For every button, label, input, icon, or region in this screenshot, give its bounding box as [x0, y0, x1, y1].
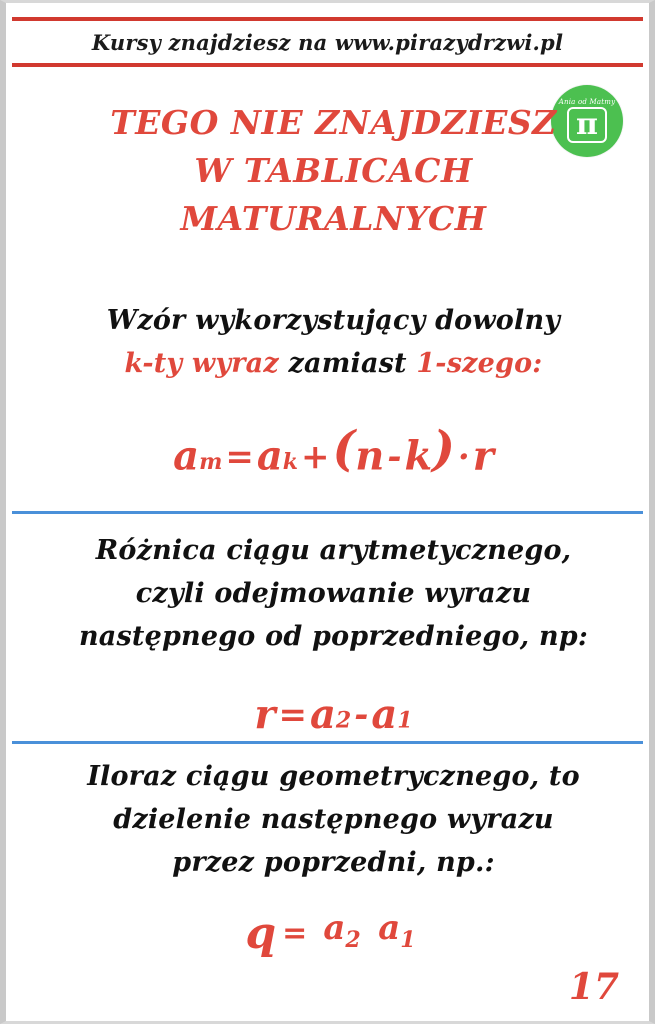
- formula3-equals: =: [282, 916, 308, 951]
- divider-1: [12, 511, 643, 514]
- formula3-fraction: [317, 909, 421, 959]
- header-banner: [12, 17, 643, 67]
- formula1-k: k: [404, 432, 433, 480]
- formula2-equals: =: [278, 695, 307, 735]
- formula1-a2: a: [256, 432, 283, 480]
- pi-icon: π: [567, 107, 607, 143]
- formula2-minus: -: [354, 695, 369, 735]
- slide-content: [6, 3, 649, 1021]
- section-1-line-1: Wzór wykorzystujący dowolny: [106, 305, 561, 336]
- formula1-equals: =: [225, 436, 254, 477]
- formula1-r: r: [472, 432, 494, 480]
- page-title: [6, 99, 655, 243]
- banner-text: Kursy znajdziesz na www.pirazydrzwi.pl: [91, 29, 564, 55]
- title-line-2: W TABLICACH: [194, 151, 473, 190]
- formula3-den-sub: 1: [400, 926, 416, 953]
- formula1-n: n: [355, 432, 385, 480]
- formula1-sub-k: k: [282, 449, 299, 475]
- formula2-r: r: [254, 691, 276, 738]
- section-3-line-3: przez poprzedni, np.:: [172, 847, 495, 878]
- formula-common-ratio: [6, 908, 655, 959]
- section-3-line-1: Iloraz ciągu geometrycznego, to: [87, 761, 580, 792]
- formula3-den-a: a: [378, 907, 401, 948]
- section-2-line-3: następnego od poprzedniego, np:: [78, 621, 589, 652]
- formula2-a1: a: [371, 691, 398, 738]
- formula1-plus: +: [301, 436, 330, 477]
- formula2-a2: a: [309, 691, 336, 738]
- section-1-mid: zamiast: [278, 348, 417, 379]
- formula1-a: a: [173, 432, 200, 480]
- section-2-line-2: czyli odejmowanie wyrazu: [135, 578, 532, 609]
- formula2-sub-1: 1: [397, 707, 413, 734]
- formula3-num-sub: 2: [345, 926, 361, 953]
- section-1-line-2: [6, 342, 655, 385]
- title-line-3: MATURALNYCH: [180, 199, 487, 238]
- title-line-1: TEGO NIE ZNAJDZIESZ: [110, 103, 557, 142]
- section-3-line-2: dzielenie następnego wyrazu: [113, 804, 554, 835]
- logo-top-text: Ania od Matmy: [558, 98, 616, 106]
- formula1-close-paren: ): [432, 421, 455, 477]
- section-1-text: [6, 299, 655, 385]
- section-1-highlight-k: k-ty wyraz: [124, 348, 279, 379]
- formula-common-difference: [6, 691, 655, 739]
- formula3-denominator: [372, 907, 421, 953]
- formula3-numerator: [317, 907, 366, 953]
- formula1-open-paren: (: [332, 421, 356, 477]
- section-1-highlight-1: 1-szego:: [416, 348, 543, 379]
- formula1-sub-m: m: [199, 449, 223, 475]
- section-2-line-1: Różnica ciągu arytmetycznego,: [95, 535, 572, 566]
- formula2-sub-2: 2: [335, 707, 352, 734]
- section-3-text: [6, 755, 655, 884]
- formula3-q: q: [245, 908, 277, 959]
- divider-2: [12, 741, 643, 744]
- formula1-minus: -: [387, 436, 402, 477]
- page-number: 17: [568, 966, 619, 1008]
- formula1-dot: ·: [457, 436, 470, 477]
- section-2-text: [6, 529, 655, 658]
- formula3-num-a: a: [323, 907, 346, 948]
- formula-arithmetic-nth-term: [6, 421, 655, 481]
